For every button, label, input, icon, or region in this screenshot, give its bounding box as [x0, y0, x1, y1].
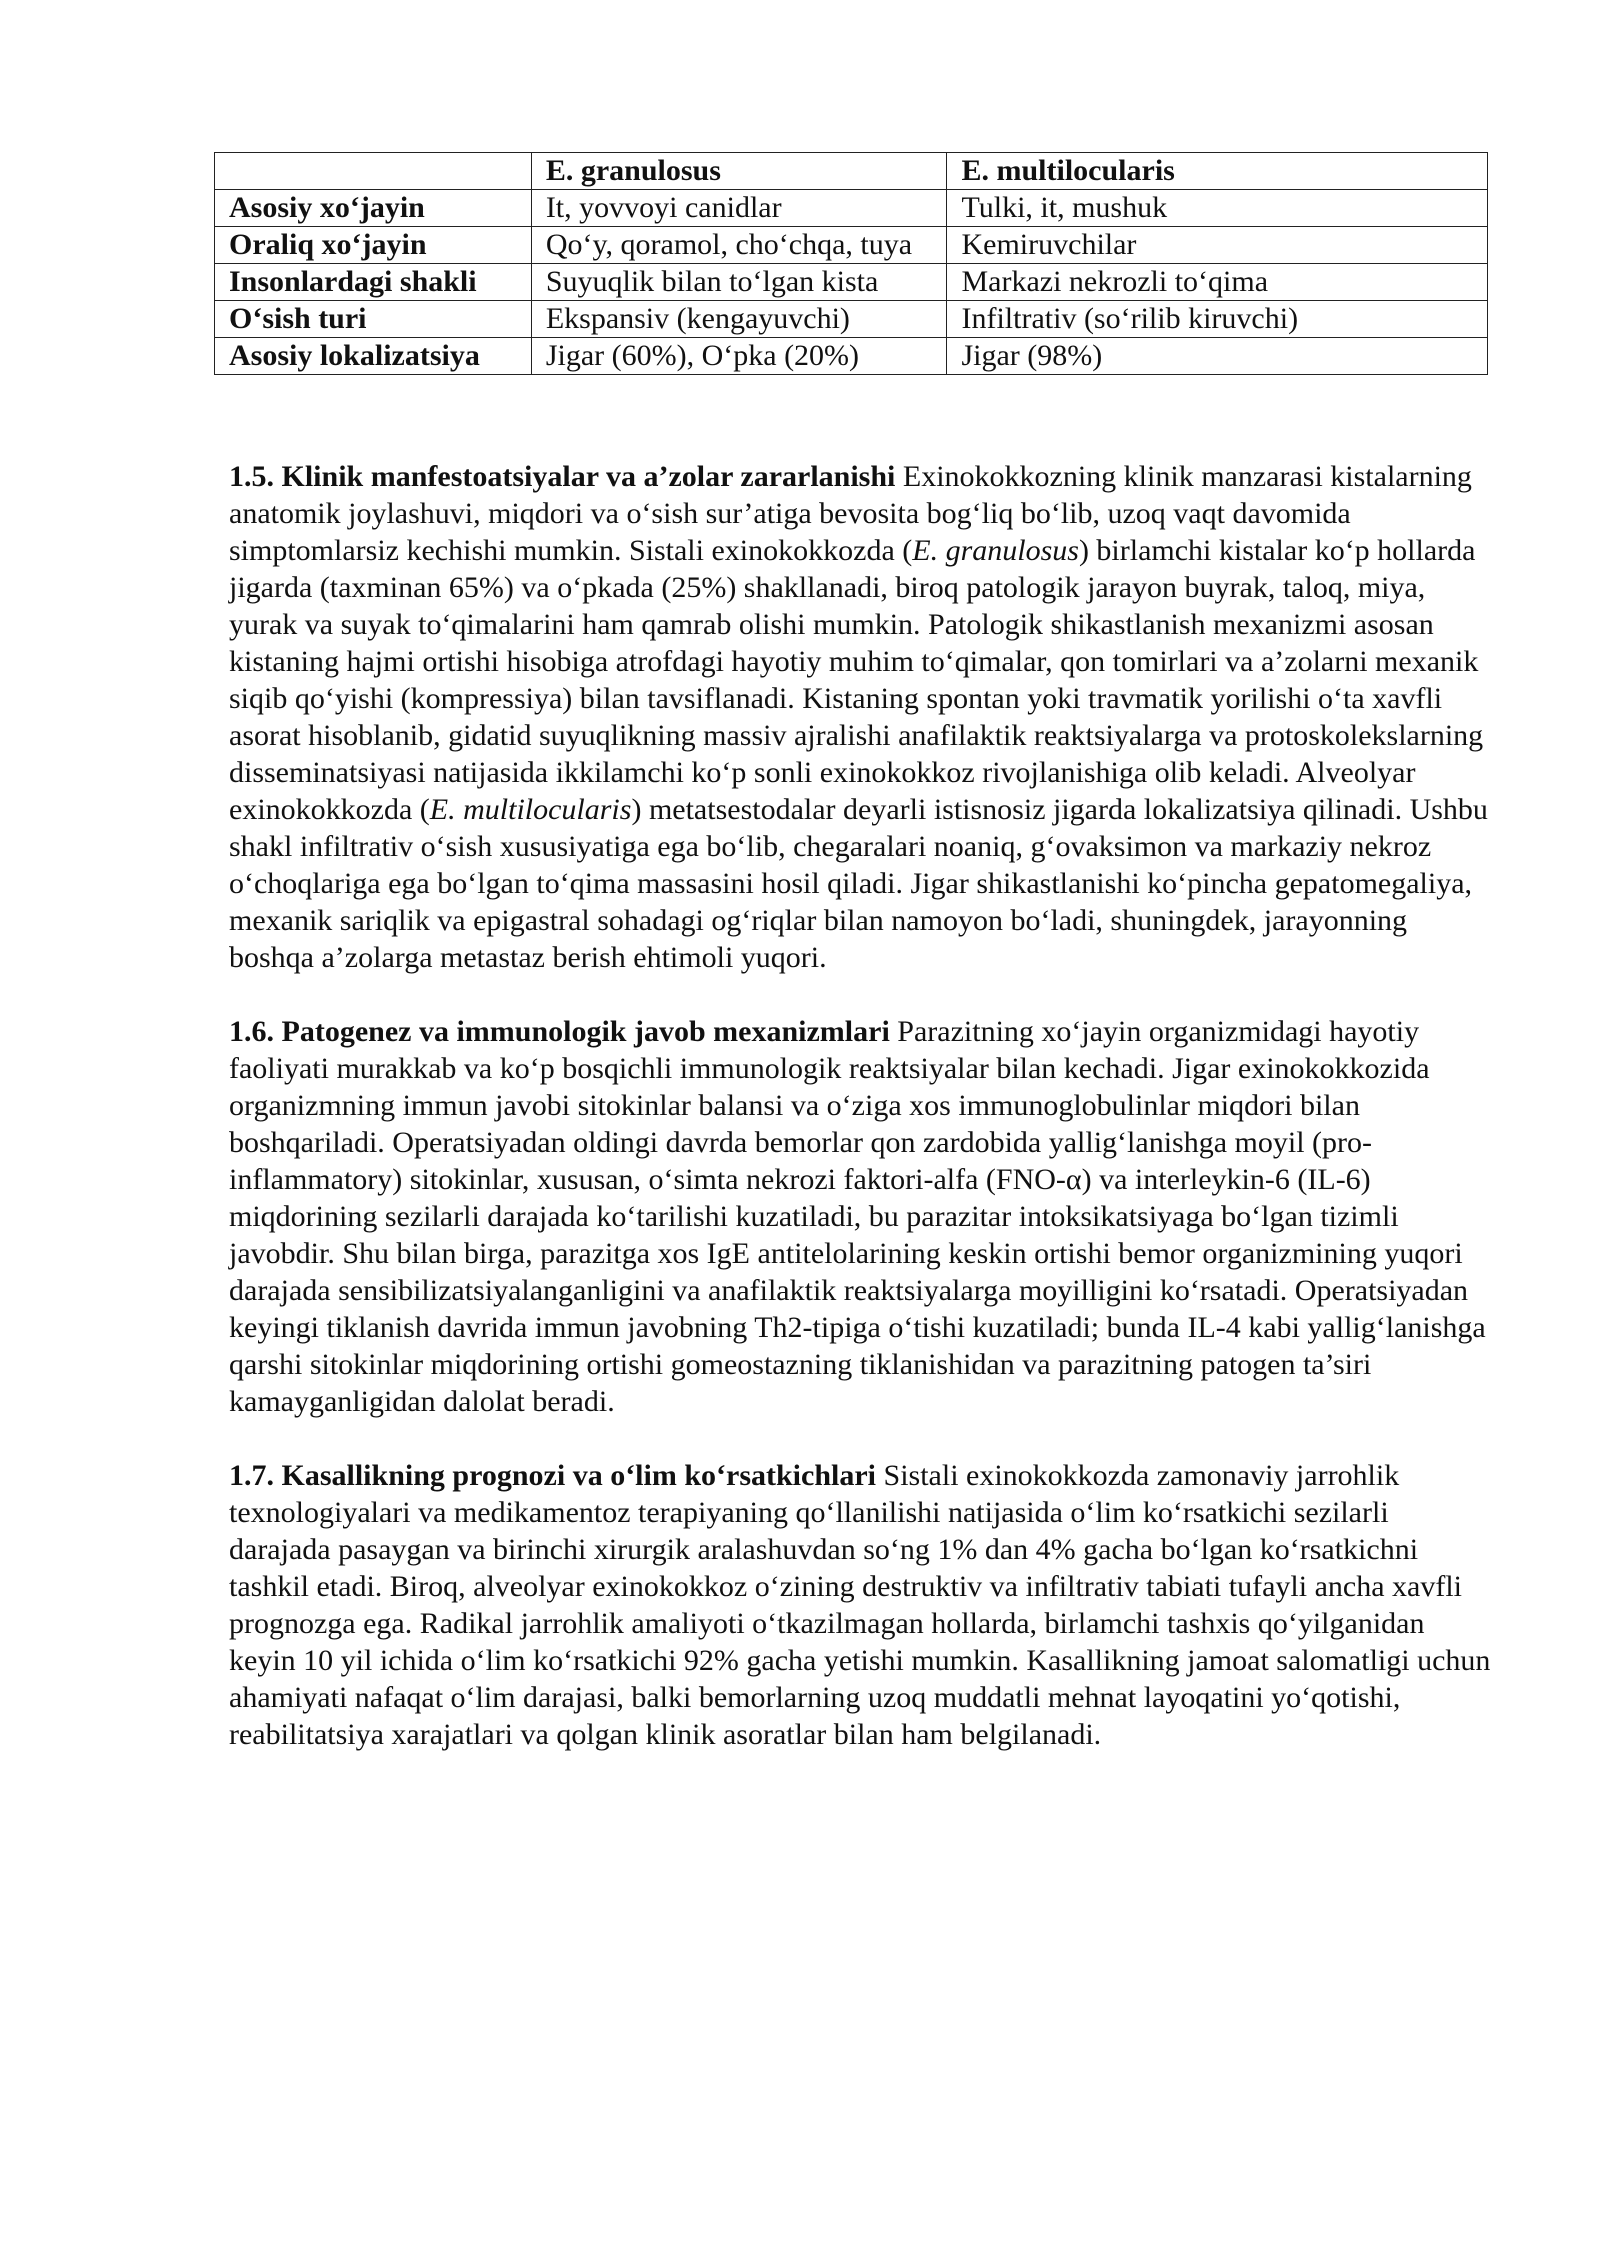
table-cell: Qoʻy, qoramol, choʻchqa, tuya — [531, 227, 947, 264]
table-cell: Jigar (98%) — [947, 338, 1488, 375]
table-row-label: Oraliq xoʻjayin — [215, 227, 532, 264]
body-text — [229, 458, 1493, 1790]
paragraph-text: ) metatsestodalar deyarli istisnosiz jigarda lokalizatsiya qilinadi. Ushbu shakl infiltrativ oʻsish xususiyatiga ega boʻlib, chegaralari noaniq, gʻovaksimon va markaziy nekroz oʻchoqlariga ega boʻlgan toʻqima massasini hosil qiladi. Jigar shikastlanishi koʻpincha gepatomegaliya, mexanik sariqlik va epigastral sohadagi ogʻriqlar bilan namoyon boʻladi, shuningdek, jarayonning boshqa a’zolarga metastaz berish ehtimoli yuqori. — [229, 793, 1488, 974]
table-row-label: Oʻsish turi — [215, 301, 532, 338]
table-cell: Tulki, it, mushuk — [947, 190, 1488, 227]
species-name: E. multilocularis — [429, 793, 632, 826]
paragraph-text: Sistali exinokokkozda zamonaviy jarrohlik texnologiyalari va medikamentoz terapiyaning qoʻllanilishi natijasida oʻlim koʻrsatkichi sezilarli darajada pasaygan va birinchi xirurgik aralashuvdan soʻng 1% dan 4% gacha boʻlgan koʻrsatkichni tashkil etadi. Biroq, alveolyar exinokokkoz oʻzining destruktiv va infiltrativ tabiati tufayli ancha xavfli prognozga ega. Radikal jarrohlik amaliyoti oʻtkazilmagan hollarda, birlamchi tashxis qoʻyilganidan keyin 10 yil ichida oʻlim koʻrsatkichi 92% gacha yetishi mumkin. Kasallikning jamoat salomatligi uchun ahamiyati nafaqat oʻlim darajasi, balki bemorlarning uzoq muddatli mehnat layoqatini yoʻqotishi, reabilitatsiya xarajatlari va qolgan klinik asoratlar bilan ham belgilanadi. — [229, 1459, 1491, 1751]
table-header-cell: E. multilocularis — [947, 153, 1488, 190]
table-cell: It, yovvoyi canidlar — [531, 190, 947, 227]
section-heading: 1.5. Klinik manfestoatsiyalar va a’zolar zararlanishi — [229, 460, 896, 493]
table-cell: Suyuqlik bilan toʻlgan kista — [531, 264, 947, 301]
table-header-row — [215, 153, 1488, 190]
comparison-table — [214, 152, 1488, 375]
section-clinical-manifestations — [229, 458, 1493, 976]
table-header-cell — [215, 153, 532, 190]
table-cell: Markazi nekrozli toʻqima — [947, 264, 1488, 301]
section-heading: 1.7. Kasallikning prognozi va oʻlim koʻrsatkichlari — [229, 1459, 877, 1492]
paragraph-text: Parazitning xoʻjayin organizmidagi hayotiy faoliyati murakkab va koʻp bosqichli immunologik reaktsiyalar bilan kechadi. Jigar exinokokkozida organizmning immun javobi sitokinlar balansi va oʻziga xos immunoglobulinlar miqdori bilan boshqariladi. Operatsiyadan oldingi davrda bemorlar qon zardobida yalligʻlanishga moyil (pro-inflammatory) sitokinlar, xususan, oʻsimta nekrozi faktori-alfa (FNO-α) va interleykin-6 (IL-6) miqdorining sezilarli darajada koʻtarilishi kuzatiladi, bu parazitar intoksikatsiyaga boʻlgan tizimli javobdir. Shu bilan birga, parazitga xos IgE antitelolarining keskin ortishi bemor organizmining yuqori darajada sensibilizatsiyalanganligini va anafilaktik reaktsiyalarga moyilligini koʻrsatadi. Operatsiyadan keyingi tiklanish davrida immun javobning Th2-tipiga oʻtishi kuzatiladi; bunda IL-4 kabi yalligʻlanishga qarshi sitokinlar miqdorining ortishi gomeostazning tiklanishidan va parazitning patogen ta’siri kamayganligidan dalolat beradi. — [229, 1015, 1486, 1418]
table-cell: Jigar (60%), Oʻpka (20%) — [531, 338, 947, 375]
table-row — [215, 264, 1488, 301]
table-cell: Infiltrativ (soʻrilib kiruvchi) — [947, 301, 1488, 338]
table-row-label: Insonlardagi shakli — [215, 264, 532, 301]
table-cell: Kemiruvchilar — [947, 227, 1488, 264]
table-row — [215, 190, 1488, 227]
section-heading: 1.6. Patogenez va immunologik javob mexanizmlari — [229, 1015, 890, 1048]
table-cell: Ekspansiv (kengayuvchi) — [531, 301, 947, 338]
table-row-label: Asosiy xoʻjayin — [215, 190, 532, 227]
table-header-cell: E. granulosus — [531, 153, 947, 190]
table-row-label: Asosiy lokalizatsiya — [215, 338, 532, 375]
species-name: E. granulosus — [912, 534, 1079, 567]
paragraph-text: ) birlamchi kistalar koʻp hollarda jigarda (taxminan 65%) va oʻpkada (25%) shakllanadi, biroq patologik jarayon buyrak, taloq, miya, yurak va suyak toʻqimalarini ham qamrab olishi mumkin. Patologik shikastlanish mexanizmi asosan kistaning hajmi ortishi hisobiga atrofdagi hayotiy muhim toʻqimalar, qon tomirlari va a’zolarni mexanik siqib qoʻyishi (kompressiya) bilan tavsiflanadi. Kistaning spontan yoki travmatik yorilishi oʻta xavfli asorat hisoblanib, gidatid suyuqlikning massiv ajralishi anafilaktik reaktsiyalarga va protoskolekslarning disseminatsiyasi natijasida ikkilamchi koʻp sonli exinokokkoz rivojlanishiga olib keladi. Alveolyar exinokokkozda ( — [229, 534, 1484, 826]
table-row — [215, 301, 1488, 338]
paragraph-text: Exinokokkozning klinik manzarasi kistalarning anatomik joylashuvi, miqdori va oʻsish sur’atiga bevosita bogʻliq boʻlib, uzoq vaqt davomida simptomlarsiz kechishi mumkin. Sistali exinokokkozda ( — [229, 460, 1472, 567]
section-pathogenesis — [229, 1013, 1493, 1420]
table-row — [215, 338, 1488, 375]
table-row — [215, 227, 1488, 264]
section-prognosis — [229, 1457, 1493, 1753]
